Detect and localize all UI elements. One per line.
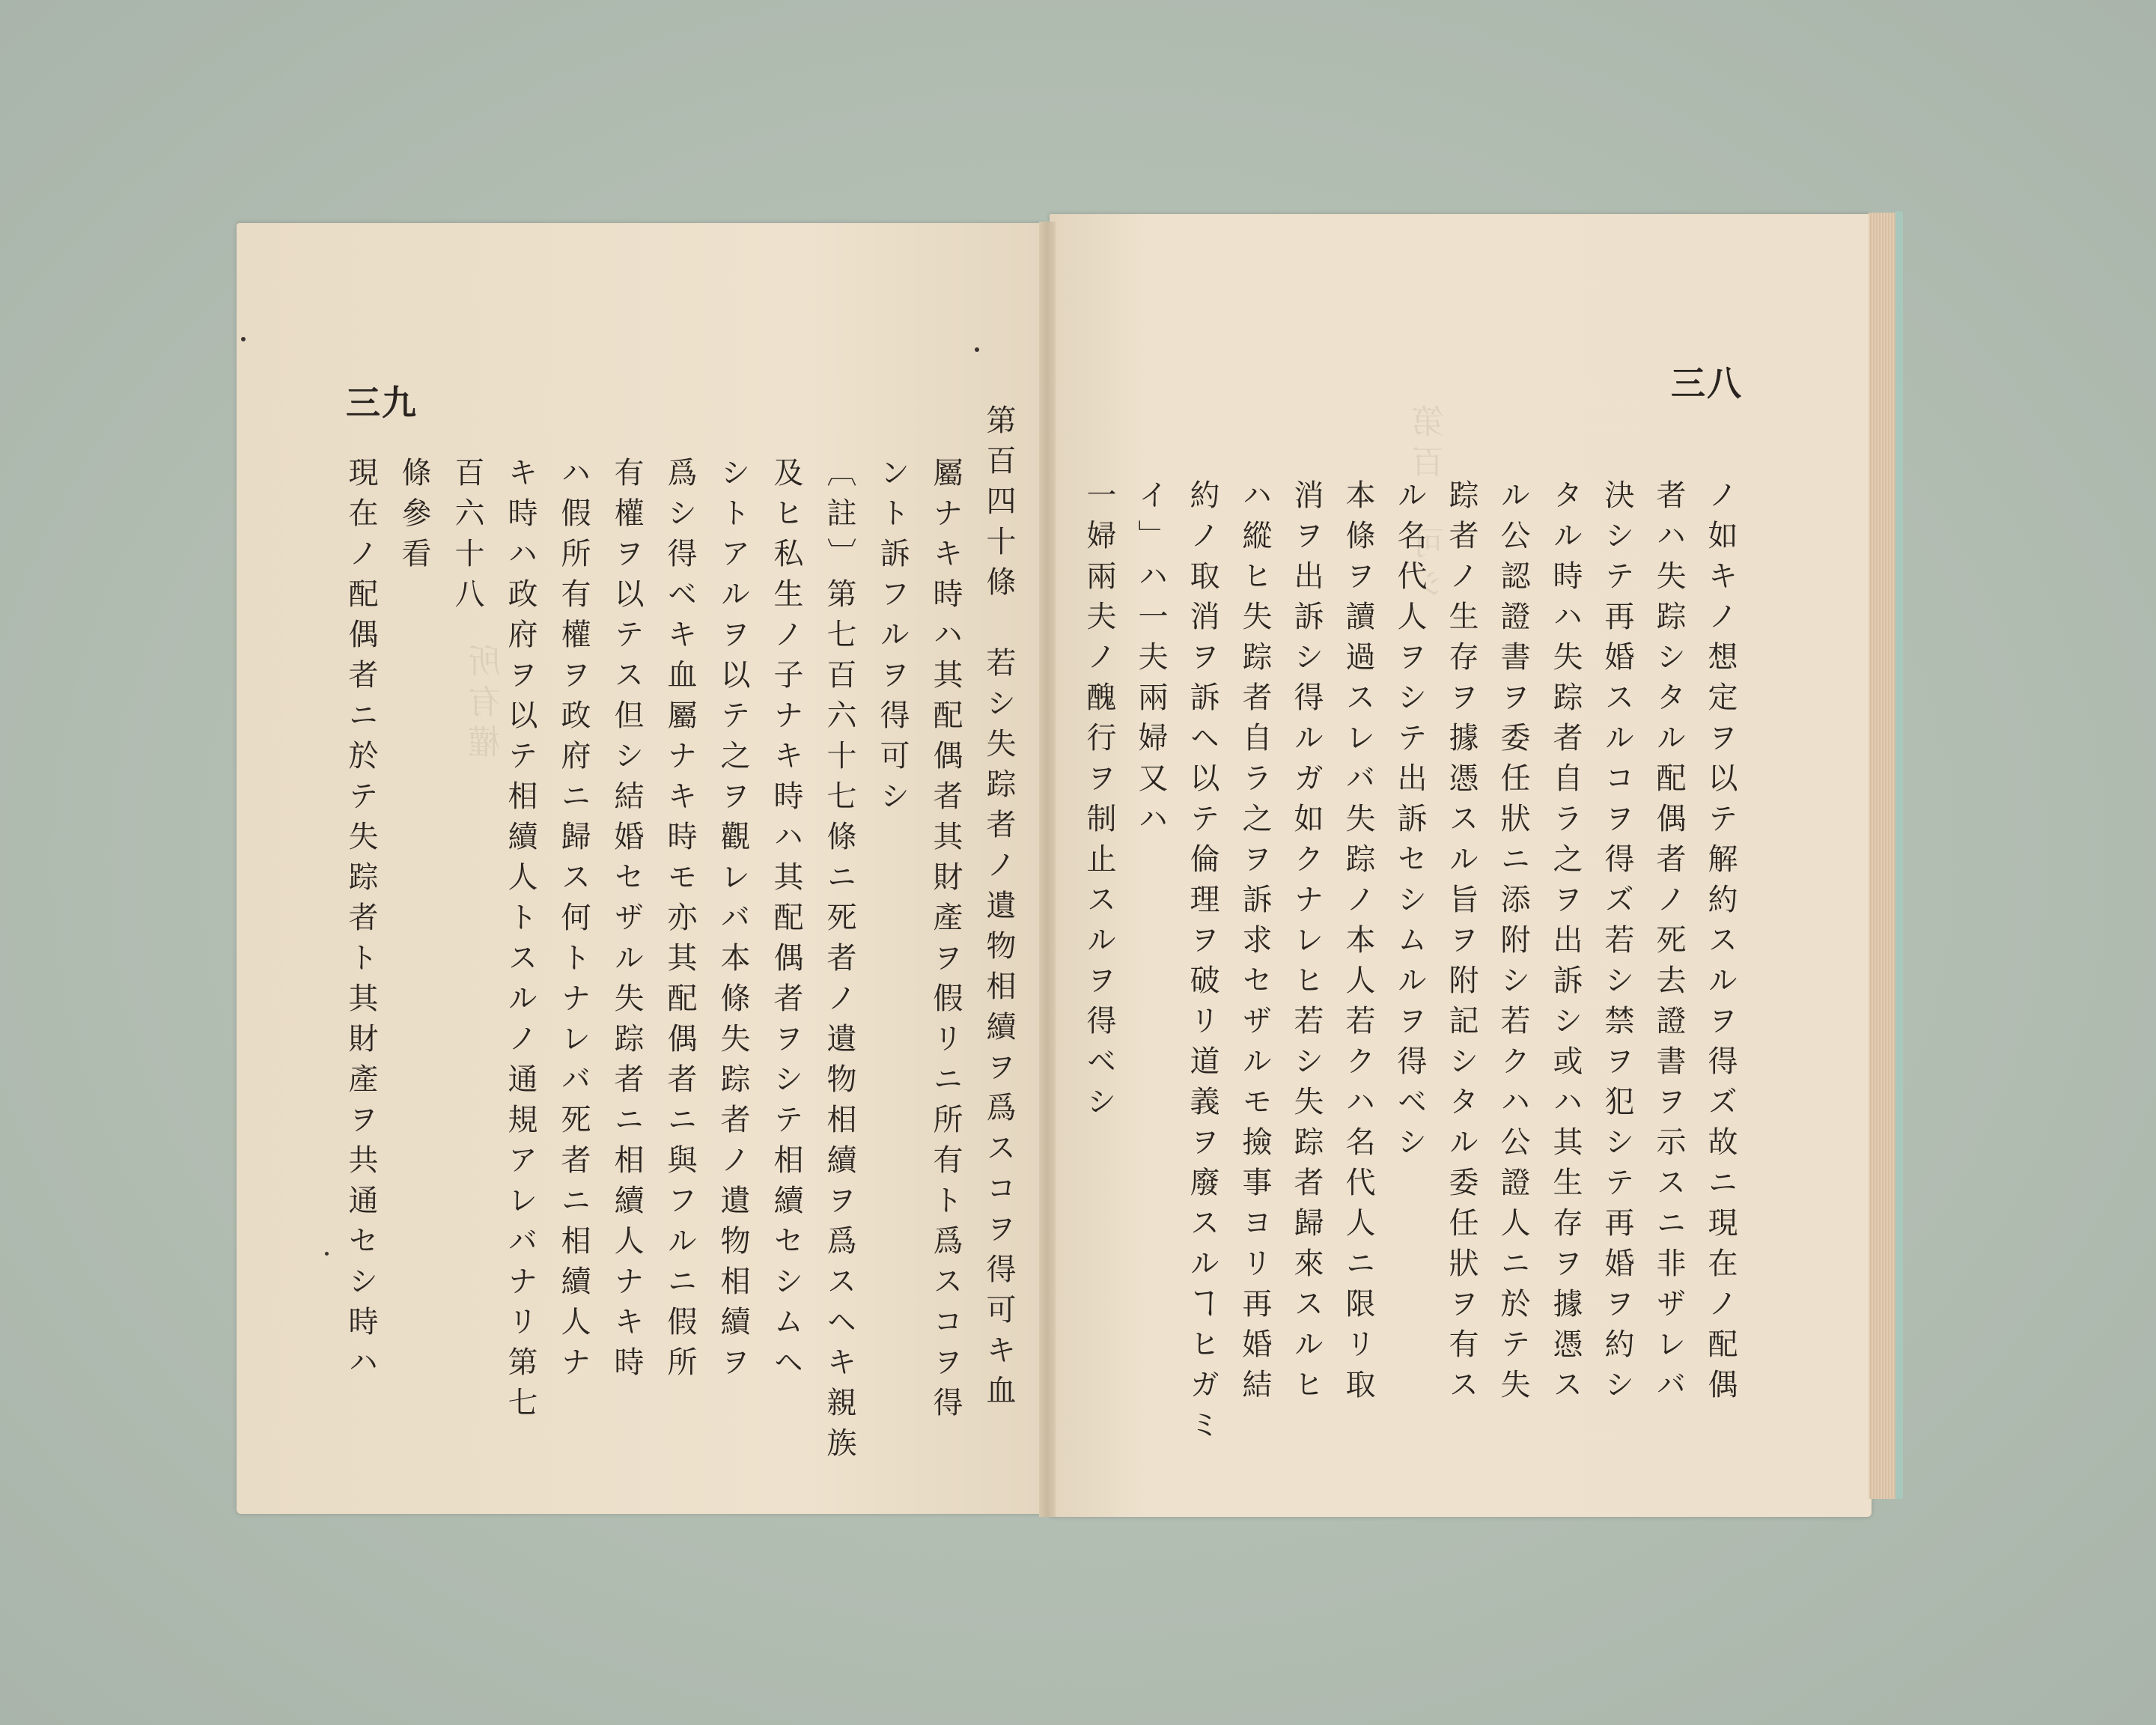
book-gutter — [1039, 222, 1056, 1517]
page-edges — [1869, 213, 1897, 1499]
paper-speck — [975, 347, 979, 352]
text-column: キ時ハ政府ヲ以テ相續人トスルノ通規アレバナリ第七 — [503, 457, 538, 1427]
text-column: 約ノ取消ヲ訴ヘ以テ倫理ヲ破リ道義ヲ廢スルヿヒガミ — [1185, 479, 1219, 1449]
paper-speck — [241, 337, 246, 341]
text-column: 一婦兩夫ノ醜行ヲ制止スルヲ得ベシ — [1082, 479, 1116, 1126]
text-column: 第百四十條 若シ失踪者ノ遺物相續ヲ爲スコヲ得可キ血 — [981, 404, 1016, 1415]
text-column: 決シテ再婚スルコヲ得ズ若シ禁ヲ犯シテ再婚ヲ約シ — [1600, 479, 1634, 1409]
text-column: ノ如キノ想定ヲ以テ解約スルヲ得ズ故ニ現在ノ配偶 — [1703, 479, 1738, 1409]
text-column: ル名代人ヲシテ出訴セシムルヲ得ベシ — [1392, 479, 1427, 1166]
text-column: 本條ヲ讀過スレバ失踪ノ本人若クハ名代人ニ限リ取 — [1341, 479, 1375, 1409]
text-column: 及ヒ私生ノ子ナキ時ハ其配偶者ヲシテ相續セシムヘ — [769, 457, 803, 1387]
right-page-number: 三八 — [1671, 363, 1743, 404]
text-column: 爲シ得ベキ血屬ナキ時モ亦其配偶者ニ與フルニ假所 — [663, 457, 697, 1387]
text-column: ント訴フルヲ得可シ — [875, 457, 910, 821]
cover-edge — [1895, 211, 1903, 1499]
text-column: 百六十八 — [450, 457, 484, 618]
text-column: ハ假所有權ヲ政府ニ歸ス何トナレバ死者ニ相續人ナ — [556, 457, 591, 1387]
text-column: ハ縱ヒ失踪者自ラ之ヲ訴求セザルモ撿事ヨリ再婚結 — [1237, 479, 1272, 1409]
text-column: 現在ノ配偶者ニ於テ失踪者ト其財產ヲ共通セシ時ハ — [344, 457, 378, 1387]
text-column: 屬ナキ時ハ其配偶者其財產ヲ假リニ所有ト爲スコヲ得 — [928, 457, 963, 1427]
text-column: 〔註〕第七百六十七條ニ死者ノ遺物相續ヲ爲スヘキ親族 — [822, 457, 856, 1467]
text-column: シトアルヲ以テ之ヲ觀レバ本條失踪者ノ遺物相續ヲ — [716, 457, 750, 1387]
text-column: 者ハ失踪シタル配偶者ノ死去證書ヲ示スニ非ザレバ — [1651, 479, 1686, 1409]
bleed-through-text: 所有權 — [469, 644, 507, 765]
text-column: 消ヲ出訴シ得ルガ如クナレヒ若シ失踪者歸來スルヒ — [1289, 479, 1324, 1409]
text-column: 踪者ノ生存ヲ據憑スル旨ヲ附記シタル委任狀ヲ有ス — [1444, 479, 1479, 1409]
bleed-through-text: 第百 可シ — [1412, 404, 1450, 606]
text-column: 有權ヲ以テス但シ結婚セザル失踪者ニ相續人ナキ時 — [609, 457, 644, 1387]
paper-speck — [325, 1252, 329, 1256]
text-column: タル時ハ失踪者自ラ之ヲ出訴シ或ハ其生存ヲ據憑ス — [1548, 479, 1583, 1409]
text-column: ル公認證書ヲ委任狀ニ添附シ若クハ公證人ニ於テ失 — [1496, 479, 1530, 1409]
left-page-number: 三九 — [346, 383, 418, 423]
text-column: 條參看 — [397, 457, 431, 578]
text-column: イ」ハ一夫兩婦又ハ — [1133, 479, 1168, 843]
